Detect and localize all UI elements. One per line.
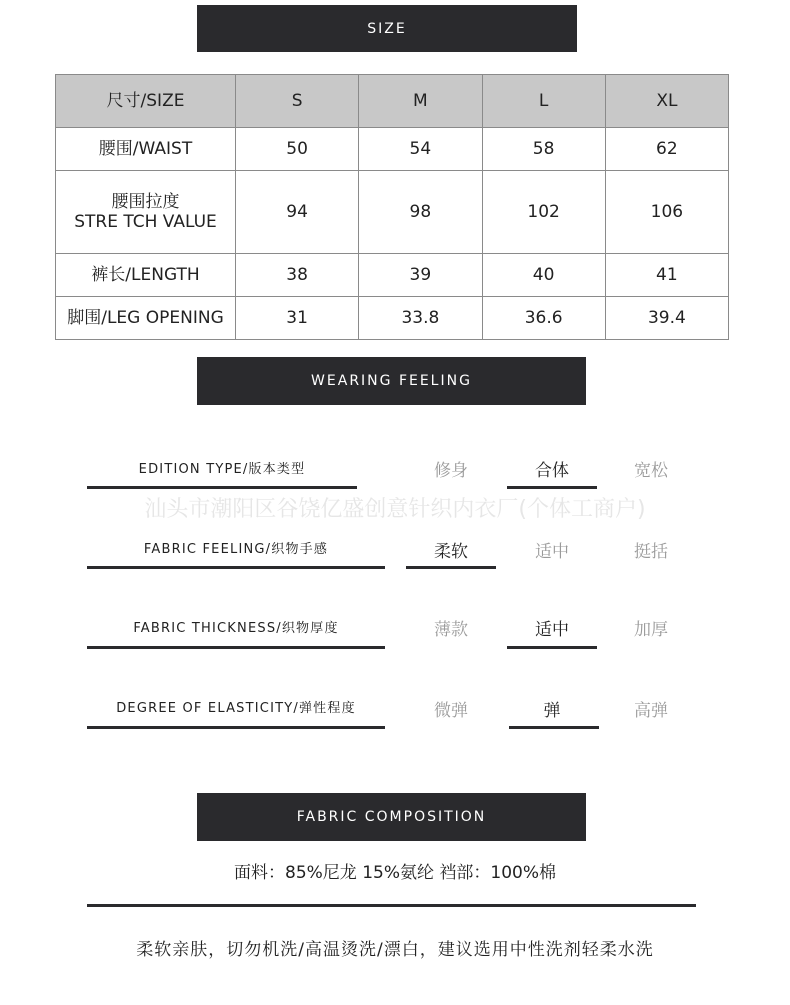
header-m: M (359, 75, 482, 128)
edition-option-regular: 合体 (535, 461, 569, 481)
table-cell: 102 (482, 170, 605, 254)
fabric-composition-text: 面料：85%尼龙 15%氨纶 裆部：100%棉 (234, 863, 556, 883)
table-cell: 50 (236, 128, 359, 171)
fabric-feeling-label: FABRIC FEELING/织物手感 (143, 542, 329, 557)
elasticity-option-slight: 微弹 (434, 701, 468, 721)
table-cell: 94 (236, 170, 359, 254)
table-cell: 39.4 (605, 297, 728, 340)
elasticity-option-stretch: 弹 (543, 701, 561, 721)
table-cell: 31 (236, 297, 359, 340)
row-label-leg-opening: 脚围/LEG OPENING (56, 297, 236, 340)
table-cell: 62 (605, 128, 728, 171)
divider (87, 904, 696, 907)
fabric-composition-banner (197, 793, 586, 841)
header-size-label: 尺寸/SIZE (56, 75, 236, 128)
header-l: L (482, 75, 605, 128)
row-label-stretch: 腰围拉度 STRE TCH VALUE (56, 170, 236, 254)
size-table (55, 74, 729, 340)
edition-selected-underline (507, 486, 597, 489)
header-xl: XL (605, 75, 728, 128)
table-row (56, 254, 729, 297)
table-row (56, 297, 729, 340)
table-cell: 40 (482, 254, 605, 297)
feeling-option-medium: 适中 (535, 542, 569, 562)
size-banner-title: SIZE (367, 20, 407, 37)
table-cell: 98 (359, 170, 482, 254)
edition-type-underline (87, 486, 357, 489)
size-banner (197, 5, 577, 52)
watermark-text: 汕头市潮阳区谷饶亿盛创意针织内衣厂(个体工商户) (144, 497, 646, 522)
thickness-selected-underline (507, 646, 597, 649)
feeling-option-soft: 柔软 (434, 542, 468, 562)
care-instructions: 柔软亲肤，切勿机洗/高温烫洗/漂白，建议选用中性洗剂轻柔水洗 (136, 940, 654, 960)
table-cell: 39 (359, 254, 482, 297)
fabric-thickness-label: FABRIC THICKNESS/织物厚度 (133, 621, 339, 636)
table-cell: 106 (605, 170, 728, 254)
table-cell: 33.8 (359, 297, 482, 340)
table-cell: 54 (359, 128, 482, 171)
table-row (56, 128, 729, 171)
table-cell: 38 (236, 254, 359, 297)
elasticity-selected-underline (509, 726, 599, 729)
wearing-feeling-title: WEARING FEELING (311, 373, 472, 389)
table-cell: 58 (482, 128, 605, 171)
row-label-length: 裤长/LENGTH (56, 254, 236, 297)
row-label-waist: 腰围/WAIST (56, 128, 236, 171)
table-row (56, 170, 729, 254)
edition-type-label: EDITION TYPE/版本类型 (138, 462, 306, 477)
thickness-option-medium: 适中 (535, 620, 569, 640)
edition-option-slim: 修身 (434, 461, 468, 481)
table-cell: 36.6 (482, 297, 605, 340)
thickness-option-thick: 加厚 (634, 620, 668, 640)
header-s: S (236, 75, 359, 128)
feeling-selected-underline (406, 566, 496, 569)
size-header-row (56, 75, 729, 128)
wearing-feeling-banner (197, 357, 586, 405)
fabric-composition-title: FABRIC COMPOSITION (296, 809, 487, 825)
elasticity-label: DEGREE OF ELASTICITY/弹性程度 (116, 701, 356, 716)
elasticity-underline (87, 726, 385, 729)
thickness-option-thin: 薄款 (434, 620, 468, 640)
edition-option-loose: 宽松 (634, 461, 668, 481)
elasticity-option-high: 高弹 (634, 701, 668, 721)
feeling-option-crisp: 挺括 (634, 542, 668, 562)
fabric-feeling-underline (87, 566, 385, 569)
table-cell: 41 (605, 254, 728, 297)
fabric-thickness-underline (87, 646, 385, 649)
